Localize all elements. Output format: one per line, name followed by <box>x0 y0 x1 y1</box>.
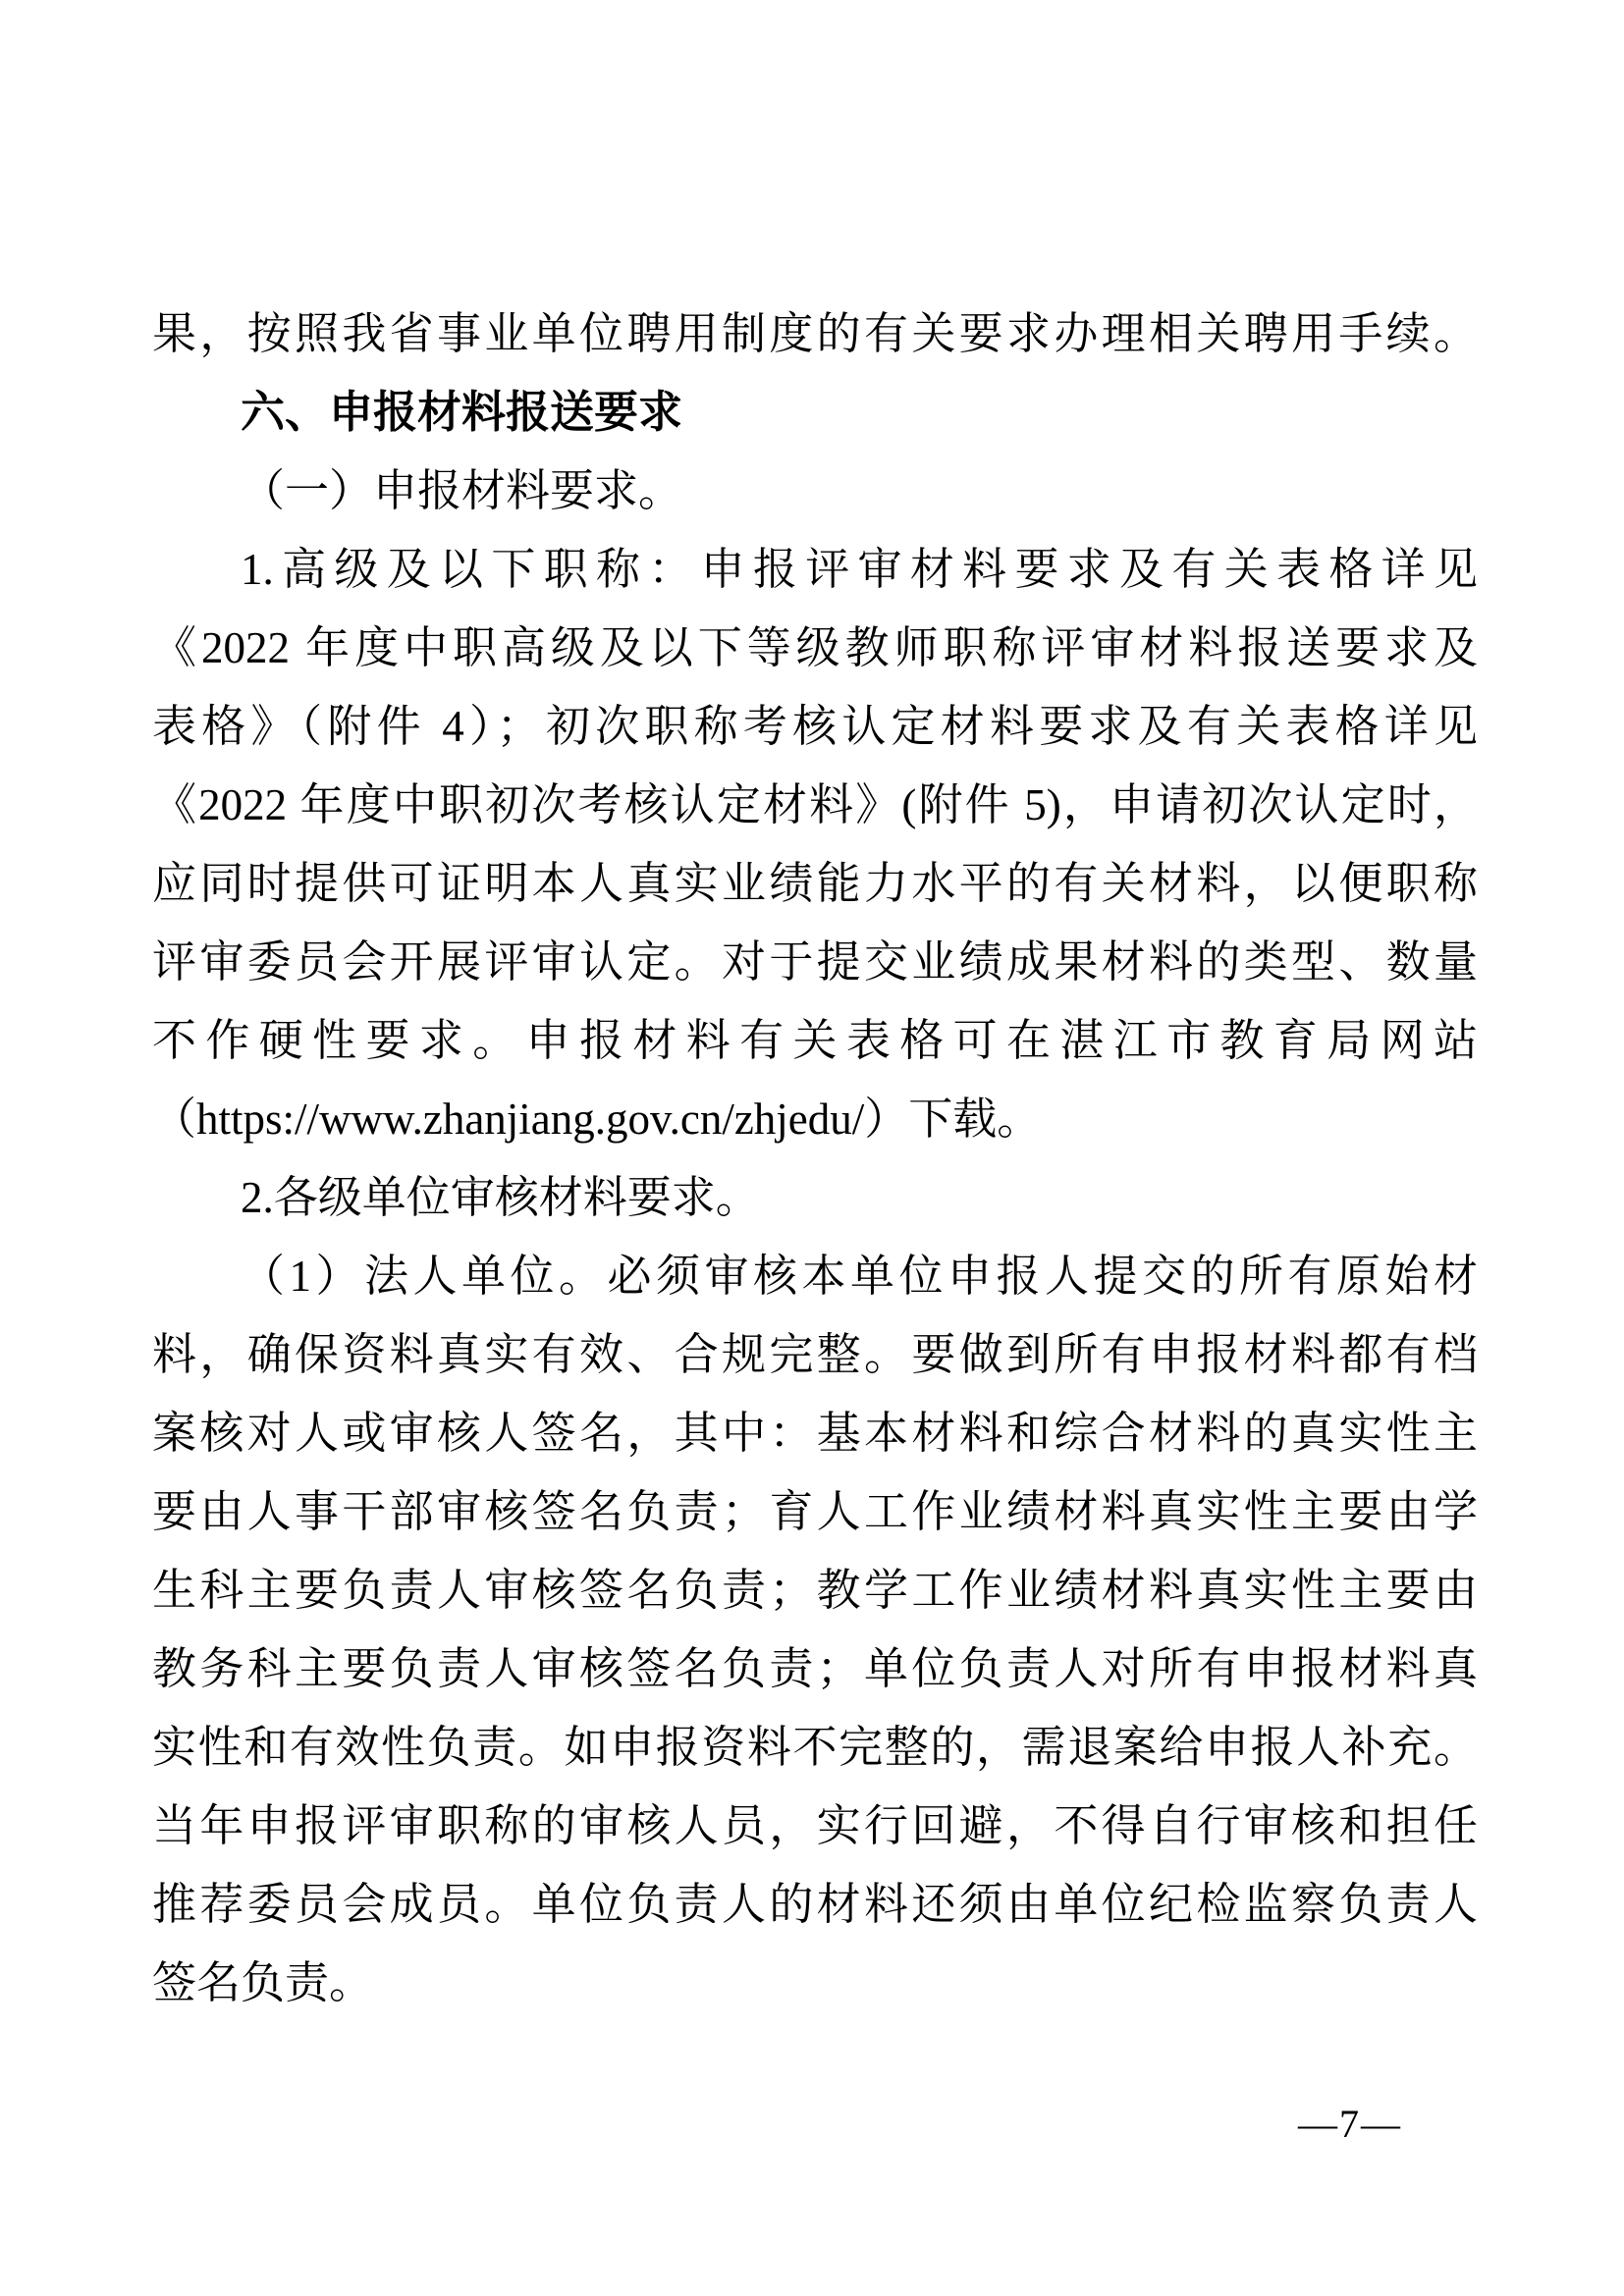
text-line: 《2022 年度中职高级及以下等级教师职称评审材料报送要求及 <box>152 623 1478 672</box>
text-line: 不作硬性要求。申报材料有关表格可在湛江市教育局网站 <box>152 1016 1478 1065</box>
text-line: 实性和有效性负责。如申报资料不完整的，需退案给申报人补充。 <box>152 1723 1478 1772</box>
text-line: 生科主要负责人审核签名负责；教学工作业绩材料真实性主要由 <box>152 1566 1478 1615</box>
text-line: 果，按照我省事业单位聘用制度的有关要求办理相关聘用手续。 <box>152 309 1478 358</box>
text-line: 当年申报评审职称的审核人员，实行回避，不得自行审核和担任 <box>152 1801 1478 1850</box>
text-line: 料，确保资料真实有效、合规完整。要做到所有申报材料都有档 <box>152 1330 1478 1379</box>
text-line: 1.高级及以下职称：申报评审材料要求及有关表格详见 <box>241 545 1478 594</box>
text-line: 评审委员会开展评审认定。对于提交业绩成果材料的类型、数量 <box>152 937 1478 987</box>
text-line: 推荐委员会成员。单位负责人的材料还须由单位纪检监察负责人 <box>152 1880 1478 1929</box>
subsection-heading: （一）申报材料要求。 <box>241 466 683 515</box>
text-line: 表格》（附件 4）；初次职称考核认定材料要求及有关表格详见 <box>152 702 1478 751</box>
text-line: 签名负责。 <box>152 1958 374 2007</box>
text-line: 2.各级单位审核材料要求。 <box>241 1173 760 1222</box>
text-line: （1）法人单位。必须审核本单位申报人提交的所有原始材 <box>241 1252 1478 1301</box>
text-line: 教务科主要负责人审核签名负责；单位负责人对所有申报材料真 <box>152 1644 1478 1693</box>
document-body <box>152 294 1478 2022</box>
text-line: 要由人事干部审核签名负责；育人工作业绩材料真实性主要由学 <box>152 1487 1478 1536</box>
section-heading: 六、申报材料报送要求 <box>241 387 683 437</box>
text-line: 《2022 年度中职初次考核认定材料》(附件 5)，申请初次认定时， <box>152 780 1478 829</box>
text-line: 应同时提供可证明本人真实业绩能力水平的有关材料，以便职称 <box>152 859 1478 908</box>
text-line-url: （https://www.zhanjiang.gov.cn/zhjedu/）下载。 <box>152 1095 1042 1144</box>
page-number: —7— <box>1298 2102 1402 2146</box>
text-line: 案核对人或审核人签名，其中：基本材料和综合材料的真实性主 <box>152 1409 1478 1458</box>
